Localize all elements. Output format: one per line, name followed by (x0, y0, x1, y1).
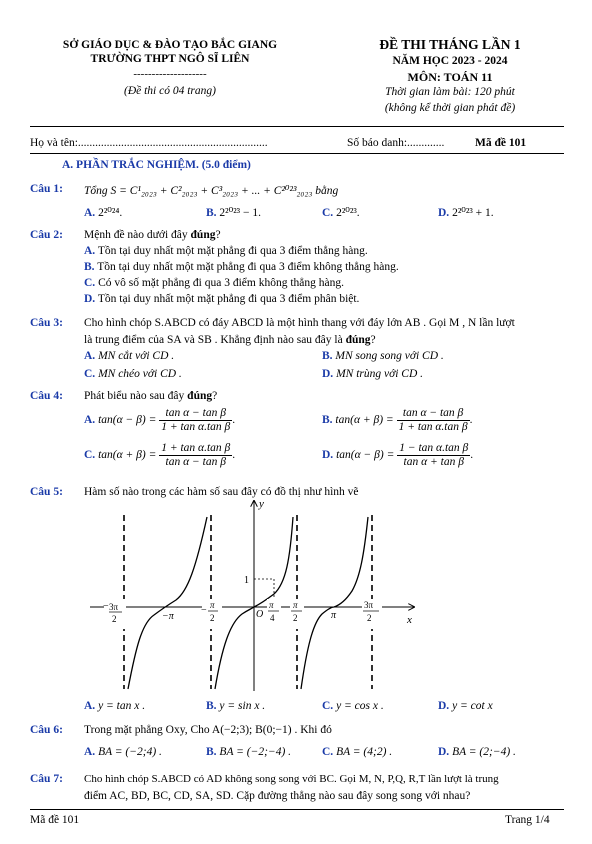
q5-option-b-text: y = sin x . (219, 700, 266, 712)
option-letter: A. (84, 350, 96, 362)
option-letter: D. (438, 746, 450, 758)
tick-neg-3pi-2-num: 3π (109, 602, 119, 612)
q3-number: Câu 3: (30, 317, 63, 329)
student-rule (30, 153, 564, 154)
q3-line2-emph: đúng (345, 334, 371, 346)
q2-option-b[interactable] (84, 261, 399, 273)
q6-number: Câu 6: (30, 724, 63, 736)
q6-stem: Trong mặt phẳng Oxy, Cho A(−2;3); B(0;−1) . Khi đó (84, 724, 332, 736)
student-name-field: Họ và tên:.................................................................. (30, 137, 268, 149)
q3-option-c-text: MN chéo với CD . (98, 368, 182, 380)
q2-stem-post: ? (215, 229, 221, 241)
q4-option-b[interactable]: B. tan(α + β) = $\frac{\text{tan α − tan β}}{\text{1 + tan α.tan β}}$ . (322, 407, 473, 433)
q2-option-a-text: Tồn tại duy nhất một mặt phẳng đi qua 3 điểm thẳng hàng. (97, 245, 368, 257)
q4-option-a[interactable]: A. tan(α − β) = $\frac{\text{tan α − tan β}}{\text{1 + tan α.tan β}}$ . (84, 407, 236, 433)
tan-branch-right (301, 517, 368, 689)
q4-option-d[interactable]: D. tan(α − β) = $\frac{\text{1 − tan α.tan β}}{\text{tan α + tan β}}$ . (322, 442, 474, 468)
origin-label: O (256, 609, 264, 620)
q4-stem-emph: đúng (187, 390, 213, 402)
q1-option-c-text: 2²⁰²³. (336, 207, 360, 219)
tick-neg-pi-2-minus: − (201, 605, 207, 616)
q5-option-a[interactable] (84, 700, 145, 712)
q3-line2-pre: là trung điểm của SA và SB . Khẳng định nào sau đây là (84, 334, 346, 346)
tick-neg-pi-2-den: 2 (210, 613, 215, 623)
q5-option-d-text: y = cot x (452, 700, 493, 712)
q5-option-a-text: y = tan x . (98, 700, 146, 712)
q5-option-d[interactable] (438, 700, 493, 712)
candidate-number-field: Số báo danh:............. (347, 137, 445, 149)
option-letter: C. (84, 277, 96, 289)
tick-3pi-2-den: 2 (367, 613, 372, 623)
option-letter: B. (322, 350, 333, 362)
q1-option-d-text: 2²⁰²³ + 1. (452, 207, 494, 219)
q7-line2: điểm AC, BD, BC, CD, SA, SD. Cặp đường thẳng nào sau đây song song với nhau? (84, 790, 471, 802)
q4-option-b-fraction: $\frac{\text{tan α − tan β}}{\text{1 + tan α.tan β}}$ (398, 407, 468, 433)
q2-option-d-text: Tồn tại duy nhất một mặt phẳng đi qua 3 điểm phân biệt. (97, 293, 360, 305)
q2-option-d[interactable] (84, 293, 359, 305)
q5-option-b[interactable] (206, 700, 265, 712)
tick-pi: π (331, 610, 337, 621)
department-name: SỞ GIÁO DỤC & ĐÀO TẠO BẮC GIANG (62, 39, 278, 51)
q2-option-c-text: Có vô số mặt phẳng đi qua 3 điểm không thẳng hàng. (98, 277, 345, 289)
tick-neg-3pi-2-minus: − (103, 601, 109, 612)
q6-option-d[interactable] (438, 746, 516, 758)
q1-stem: Tổng S = C¹₂₀₂₃ + C²₂₀₂₃ + C³₂₀₂₃ + ... + C²⁰²³₂₀₂₃ bằng (84, 185, 339, 197)
option-letter: D. (438, 700, 450, 712)
q4-stem (84, 390, 217, 402)
tick-one: 1 (244, 575, 249, 586)
q3-option-b[interactable] (322, 350, 444, 362)
q3-option-d-text: MN trùng với CD . (336, 368, 424, 380)
q6-option-a-text: BA = (−2;4) . (98, 746, 162, 758)
exam-time: Thời gian làm bài: 120 phút (385, 86, 515, 98)
q7-line1: Cho hình chóp S.ABCD có AD không song song với BC. Gọi M, N, P,Q, R,T lần lượt là trung (84, 773, 499, 785)
tick-neg-pi-2-num: π (210, 600, 215, 610)
tick-pi-4-den: 4 (270, 613, 275, 623)
q4-option-a-fraction: $\frac{\text{tan α − tan β}}{\text{1 + tan α.tan β}}$ (161, 407, 231, 433)
footer-page-number: Trang 1/4 (505, 814, 550, 826)
q3-option-d[interactable] (322, 368, 423, 380)
exam-code: Mã đề 101 (475, 137, 527, 149)
q2-option-b-text: Tồn tại duy nhất một mặt phẳng đi qua 3 điểm không thẳng hàng. (97, 261, 399, 273)
q1-option-a-text: 2²⁰²⁴. (98, 207, 123, 219)
y-axis-label: y (259, 498, 264, 510)
tick-pi-4-num: π (269, 600, 274, 610)
exam-time-note: (không kể thời gian phát đề) (384, 102, 516, 114)
q2-option-c[interactable] (84, 277, 344, 289)
header-rule (30, 126, 564, 127)
q3-option-b-text: MN song song với CD . (335, 350, 444, 362)
option-letter: B. (322, 414, 333, 427)
tick-pi-2-den: 2 (293, 613, 298, 623)
option-letter: B. (206, 207, 217, 219)
q3-option-a[interactable] (84, 350, 174, 362)
q4-option-c-lhs: tan(α + β) = (98, 449, 157, 462)
option-letter: D. (84, 293, 96, 305)
subject: MÔN: TOÁN 11 (407, 70, 493, 84)
q6-option-c-text: BA = (4;2) . (336, 746, 393, 758)
pages-note: (Đề thi có 04 trang) (124, 85, 216, 97)
tangent-graph (84, 497, 424, 693)
q2-stem (84, 229, 221, 241)
q4-option-d-fraction: $\frac{\text{1 − tan α.tan β}}{\text{tan α + tan β}}$ (399, 442, 469, 468)
q5-stem: Hàm số nào trong các hàm số sau đây có đồ thị như hình vẽ (84, 486, 359, 498)
q3-line2 (84, 334, 376, 346)
tick-pi-2-num: π (293, 600, 298, 610)
tick-neg-pi: −π (162, 611, 174, 622)
q4-option-c[interactable]: C. tan(α + β) = $\frac{\text{1 + tan α.tan β}}{\text{tan α − tan β}}$ . (84, 442, 236, 468)
option-letter: C. (322, 700, 334, 712)
school-year: NĂM HỌC 2023 - 2024 (392, 55, 508, 67)
q1-option-c[interactable] (322, 205, 360, 219)
option-letter: A. (84, 207, 96, 219)
q4-number: Câu 4: (30, 390, 63, 402)
q4-option-c-fraction: $\frac{\text{1 + tan α.tan β}}{\text{tan α − tan β}}$ (161, 442, 231, 468)
q2-number: Câu 2: (30, 229, 63, 241)
q2-stem-pre: Mệnh đề nào dưới đây (84, 229, 191, 241)
footer-rule (30, 809, 564, 810)
option-letter: C. (322, 207, 334, 219)
option-letter: B. (206, 700, 217, 712)
tick-3pi-2-num: 3π (364, 600, 374, 610)
q1-option-a[interactable] (84, 205, 122, 219)
q2-stem-emph: đúng (190, 229, 216, 241)
x-axis-label: x (407, 614, 412, 626)
q1-option-d[interactable] (438, 205, 494, 219)
q5-option-c-text: y = cos x . (336, 700, 384, 712)
option-letter: B. (84, 261, 95, 273)
option-letter: A. (84, 700, 96, 712)
option-letter: A. (84, 746, 96, 758)
footer-exam-code: Mã đề 101 (30, 814, 80, 826)
option-letter: B. (206, 746, 217, 758)
header-dashes: -------------------- (133, 68, 207, 80)
q1-option-b-text: 2²⁰²³ − 1. (219, 207, 261, 219)
q5-number: Câu 5: (30, 486, 63, 498)
option-letter: A. (84, 414, 96, 427)
q3-line1: Cho hình chóp S.ABCD có đáy ABCD là một hình thang với đáy lớn AB . Gọi M , N lần lượt (84, 317, 515, 329)
q6-option-b-text: BA = (−2;−4) . (219, 746, 292, 758)
q4-option-a-lhs: tan(α − β) = (98, 414, 157, 427)
q3-line2-post: ? (370, 334, 376, 346)
q1-number: Câu 1: (30, 183, 63, 195)
q6-option-a[interactable] (84, 746, 162, 758)
exam-title: ĐỀ THI THÁNG LẦN 1 (379, 37, 521, 52)
q6-option-d-text: BA = (2;−4) . (452, 746, 516, 758)
option-letter: A. (84, 245, 96, 257)
q7-number: Câu 7: (30, 773, 63, 785)
q6-option-c[interactable] (322, 746, 392, 758)
school-name: TRƯỜNG THPT NGÔ SĨ LIÊN (90, 53, 250, 65)
q4-stem-pre: Phát biểu nào sau đây (84, 390, 188, 402)
q1-option-b[interactable] (206, 205, 261, 219)
section-a-title: A. PHẦN TRẮC NGHIỆM. (5.0 điểm) (62, 159, 251, 171)
q4-option-d-lhs: tan(α − β) = (336, 449, 395, 462)
tan-branch-left (128, 517, 207, 689)
q6-option-b[interactable] (206, 746, 291, 758)
option-letter: C. (84, 449, 96, 462)
option-letter: D. (322, 368, 334, 380)
option-letter: D. (438, 207, 450, 219)
q3-option-a-text: MN cắt với CD . (98, 350, 175, 362)
option-letter: C. (84, 368, 96, 380)
tick-neg-3pi-2-den: 2 (112, 614, 117, 624)
option-letter: D. (322, 449, 334, 462)
q4-stem-post: ? (212, 390, 218, 402)
q2-option-a[interactable] (84, 245, 368, 257)
q5-option-c[interactable] (322, 700, 384, 712)
option-letter: C. (322, 746, 334, 758)
q4-option-b-lhs: tan(α + β) = (335, 414, 394, 427)
q3-option-c[interactable] (84, 368, 182, 380)
